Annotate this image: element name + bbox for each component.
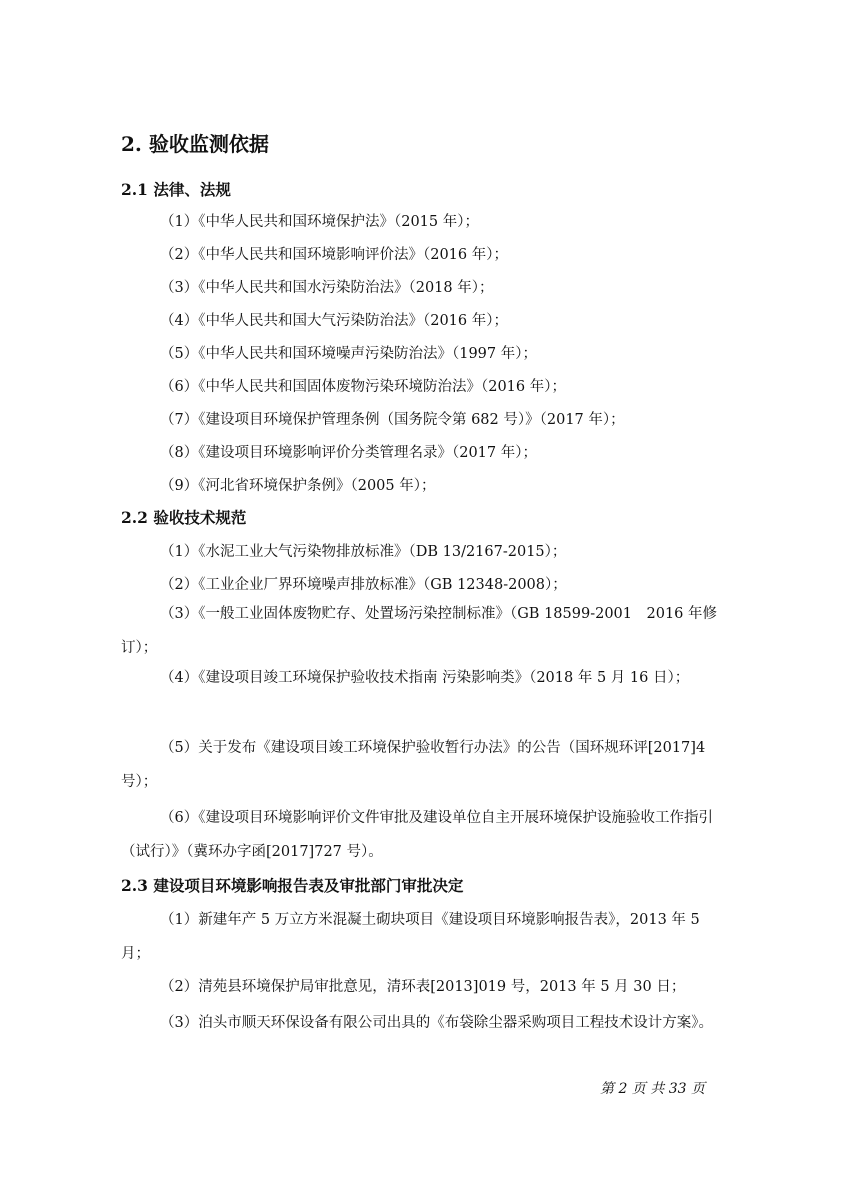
- list-item: （4）《建设项目竣工环境保护验收技术指南 污染影响类》（2018 年 5 月 16 日）；: [160, 670, 690, 686]
- list-item: （2）《工业企业厂界环境噪声排放标准》（GB 12348-2008）；: [160, 577, 567, 593]
- list-item: （9）《河北省环境保护条例》（2005 年）；: [160, 478, 436, 494]
- list-item: （5）关于发布《建设项目竣工环境保护验收暂行办法》的公告（国环规环评[2017]4 号）；: [121, 740, 706, 790]
- section-heading-laws: 2.1 法律、法规: [121, 180, 231, 199]
- list-item: （3）《一般工业固体废物贮存、处置场污染控制标准》（GB 18599-2001 2016 年修订）；: [121, 606, 718, 656]
- section-heading-eia-approval: 2.3 建设项目环境影响报告表及审批部门审批决定: [121, 876, 464, 895]
- list-item: （7）《建设项目环境保护管理条例（国务院令第 682 号）》（2017 年）；: [160, 412, 625, 428]
- list-item: （2）《中华人民共和国环境影响评价法》（2016 年）；: [160, 247, 508, 263]
- page-number-footer: 第 2 页 共 33 页: [600, 1081, 705, 1097]
- list-item: （1）《中华人民共和国环境保护法》（2015 年）；: [160, 214, 479, 230]
- list-item: （1）新建年产 5 万立方米混凝土砌块项目《建设项目环境影响报告表》，2013 年 5 月；: [121, 912, 700, 962]
- chapter-heading: 2. 验收监测依据: [121, 132, 269, 156]
- list-item: （5）《中华人民共和国环境噪声污染防治法》（1997 年）；: [160, 346, 537, 362]
- list-item: （6）《建设项目环境影响评价文件审批及建设单位自主开展环境保护设施验收工作指引（试行）》（冀环办字函[2017]727 号）。: [121, 810, 713, 860]
- list-item: （1）《水泥工业大气污染物排放标准》（DB 13/2167-2015）；: [160, 544, 567, 560]
- list-item: （3）《中华人民共和国水污染防治法》（2018 年）；: [160, 280, 494, 296]
- section-heading-technical-specs: 2.2 验收技术规范: [121, 508, 247, 527]
- list-item: （6）《中华人民共和国固体废物污染环境防治法》（2016 年）；: [160, 379, 566, 395]
- list-item: （3）泊头市顺天环保设备有限公司出具的《布袋除尘器采购项目工程技术设计方案》。: [160, 1015, 713, 1031]
- list-item: （8）《建设项目环境影响评价分类管理名录》（2017 年）；: [160, 445, 537, 461]
- list-item: （2）清苑县环境保护局审批意见，清环表[2013]019 号，2013 年 5 月 30 日；: [160, 979, 686, 995]
- list-item: （4）《中华人民共和国大气污染防治法》（2016 年）；: [160, 313, 508, 329]
